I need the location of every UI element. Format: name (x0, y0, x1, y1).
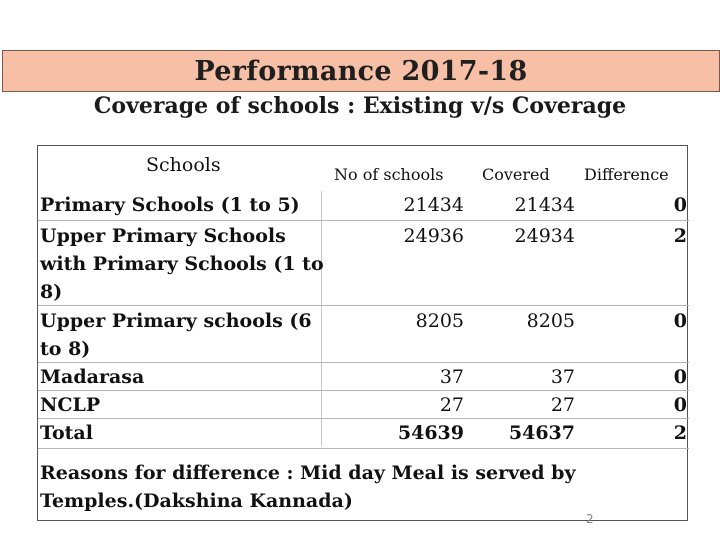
row-name: NCLP (40, 394, 101, 416)
row-difference: 2 (673, 225, 687, 247)
header-no-of-schools: No of schools (334, 165, 444, 184)
row-difference: 2 (673, 422, 687, 444)
table-row (38, 191, 689, 221)
row-name: Total (40, 422, 93, 444)
slide-subtitle: Coverage of schools : Existing v/s Coverage (93, 93, 627, 119)
table-row (38, 363, 689, 391)
row-difference: 0 (673, 394, 687, 416)
row-no-of-schools: 21434 (403, 194, 464, 216)
row-name: Primary Schools (1 to 5) (40, 194, 300, 216)
row-difference: 0 (673, 366, 687, 388)
row-covered: 8205 (526, 310, 575, 332)
row-difference: 0 (673, 194, 687, 216)
row-covered: 27 (550, 394, 575, 416)
row-name: Madarasa (40, 366, 145, 388)
row-name: Upper Primary Schools with Primary Schools (1 to 8) (40, 225, 324, 303)
row-no-of-schools: 54639 (397, 422, 464, 444)
header-covered: Covered (482, 165, 550, 184)
table-row-total (38, 419, 689, 449)
coverage-table (37, 145, 688, 521)
row-no-of-schools: 24936 (403, 225, 464, 247)
difference-footnote: Reasons for difference : Mid day Meal is served by Temples.(Dakshina Kannada) (40, 462, 576, 512)
row-covered: 24934 (514, 225, 575, 247)
slide-title: Performance 2017-18 (194, 55, 528, 87)
row-covered: 54637 (508, 422, 575, 444)
row-name: Upper Primary schools (6 to 8) (40, 310, 312, 360)
header-difference: Difference (584, 165, 669, 184)
row-no-of-schools: 37 (439, 366, 464, 388)
table-row (38, 391, 689, 419)
table-row (38, 222, 689, 306)
row-no-of-schools: 8205 (415, 310, 464, 332)
table-row (38, 307, 689, 363)
title-bar (2, 50, 720, 92)
header-schools: Schools (146, 154, 221, 176)
page-number: 2 (586, 512, 594, 526)
row-covered: 37 (550, 366, 575, 388)
row-no-of-schools: 27 (439, 394, 464, 416)
row-covered: 21434 (514, 194, 575, 216)
row-difference: 0 (673, 310, 687, 332)
